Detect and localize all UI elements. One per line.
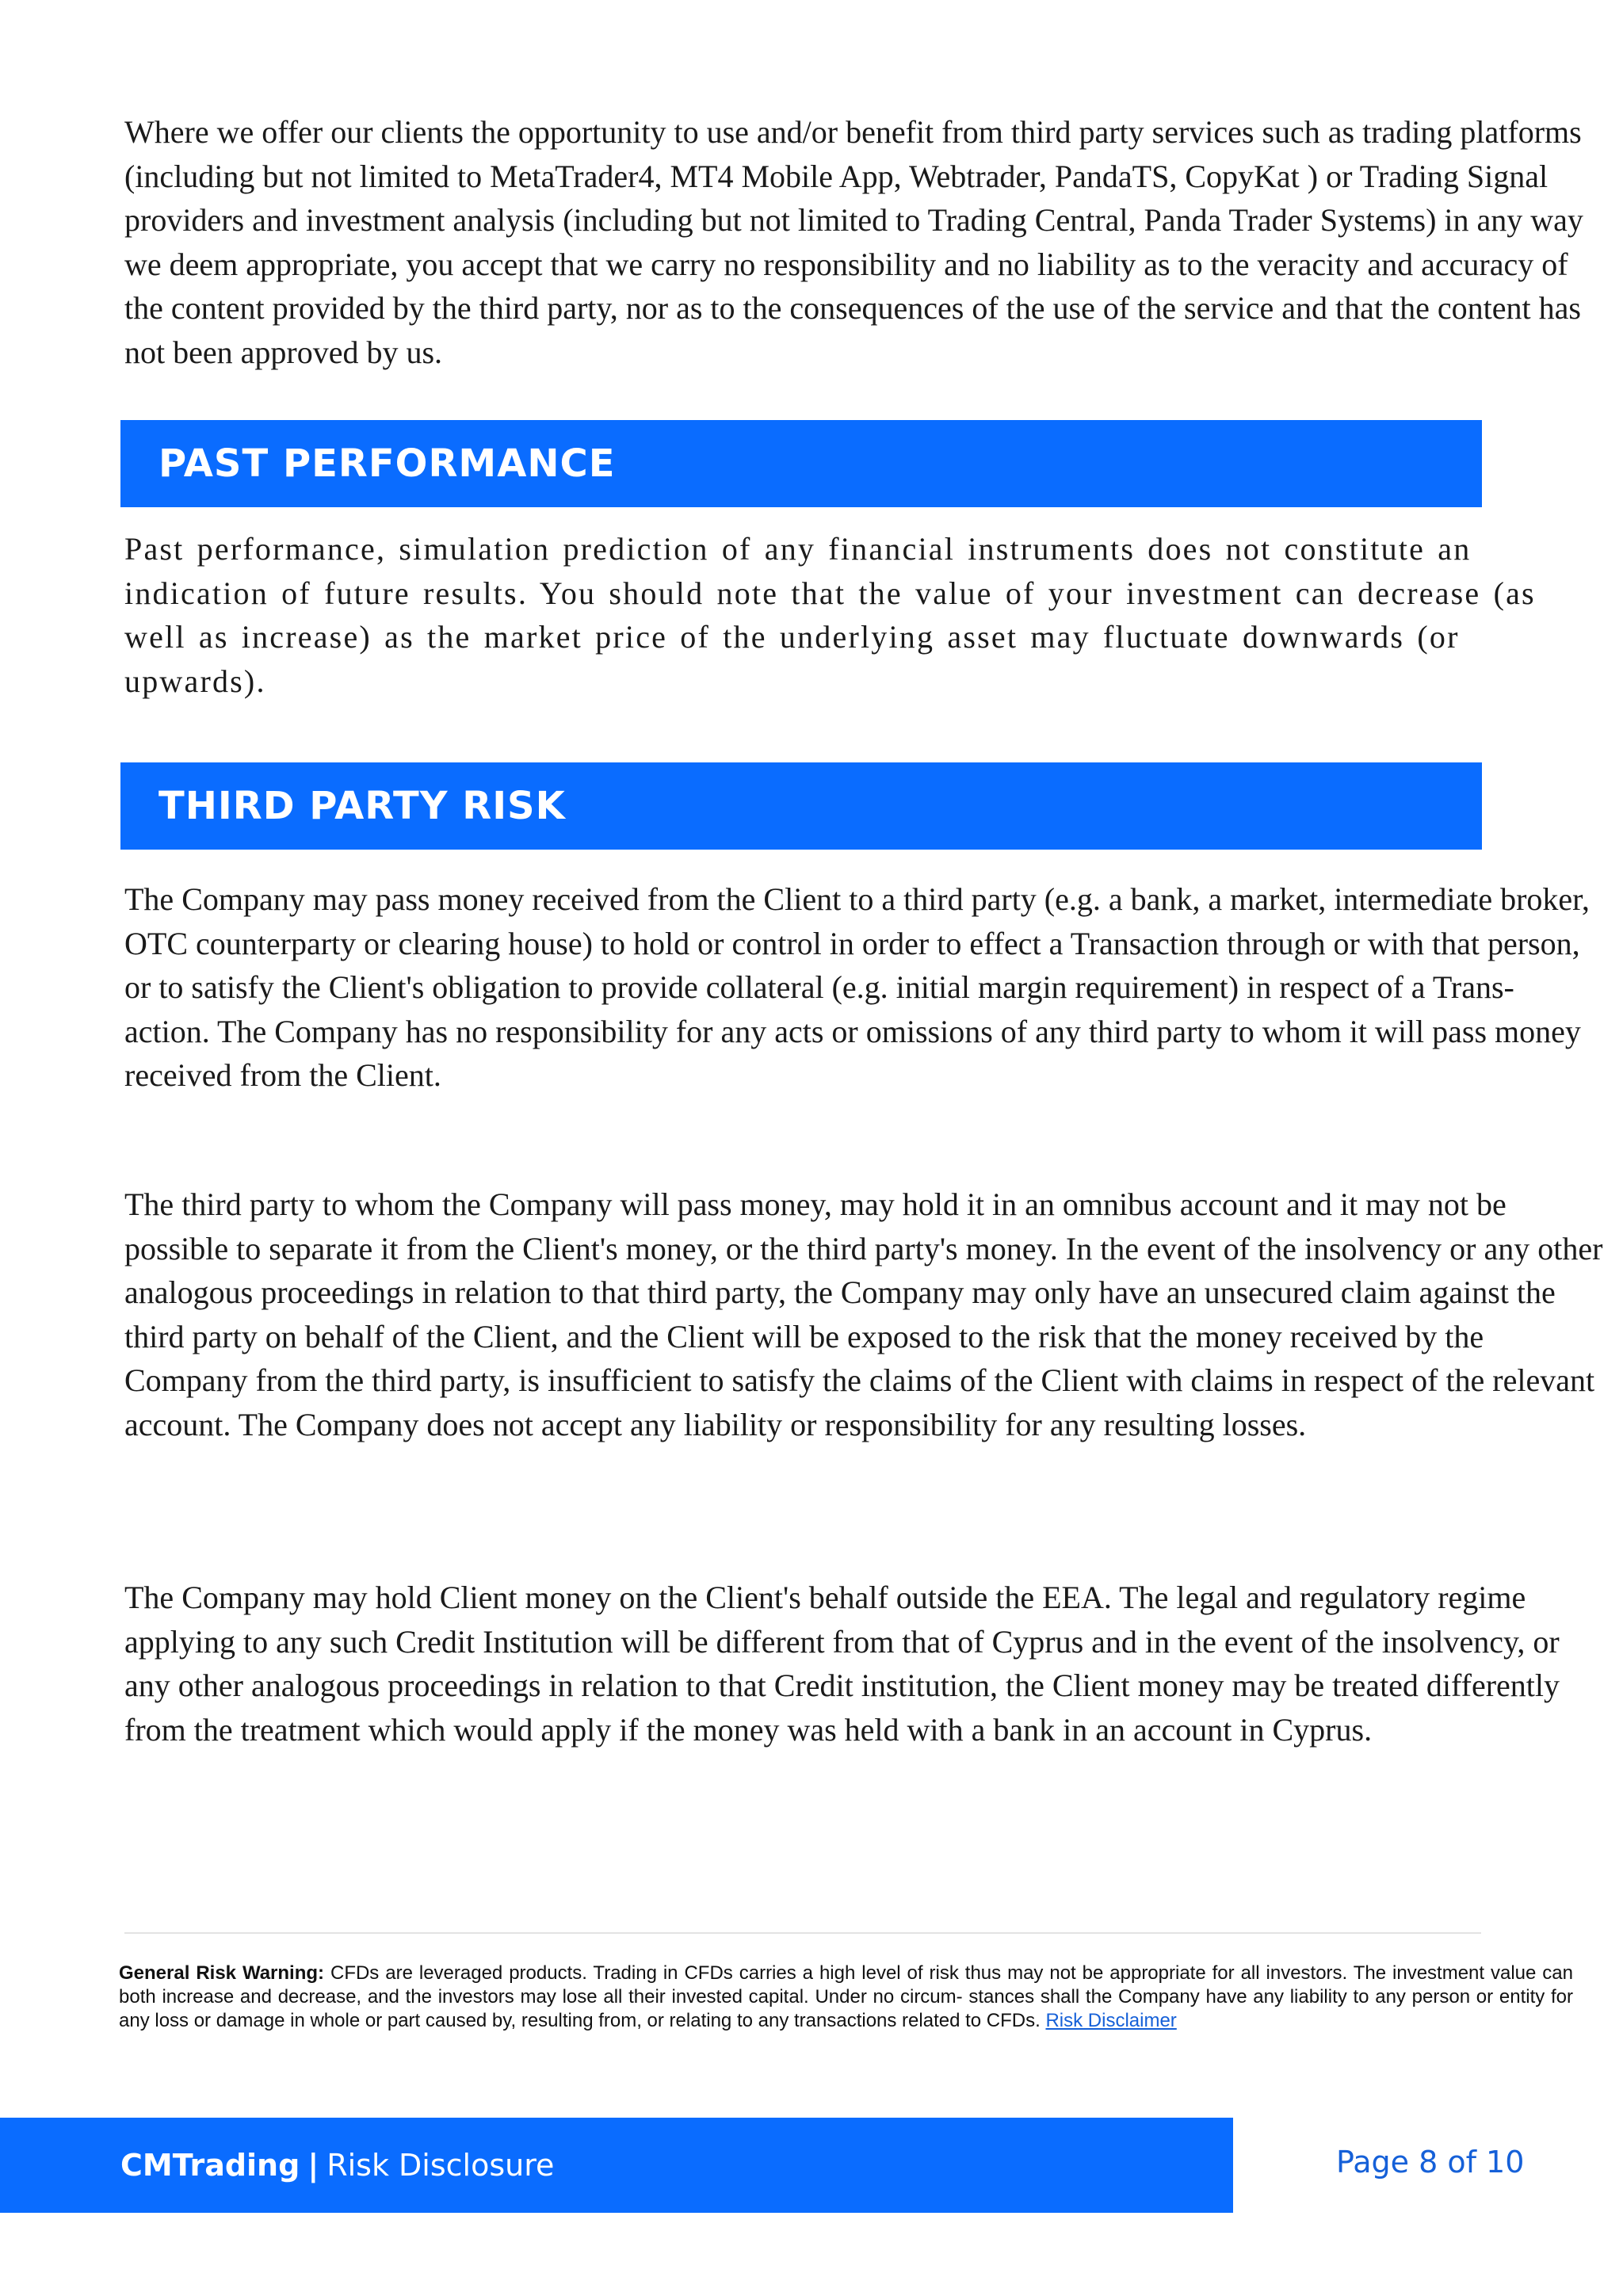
page-number: Page 8 of 10	[1336, 2145, 1525, 2179]
footer-divider	[124, 1932, 1481, 1934]
general-risk-warning	[119, 1962, 1573, 2033]
footer-document-title: Risk Disclosure	[327, 2148, 555, 2183]
third-party-paragraph-1	[124, 877, 1606, 1098]
risk-warning-label: General Risk Warning:	[119, 1962, 325, 1984]
section-banner-past-performance	[120, 420, 1482, 507]
past-performance-text: Past performance, simulation prediction of any financial instruments does not constitute an indication of future results. You should note that the value of your investment can decrease (as well as increase) as the market price of the underlying asset may fluctuate downwards (or upwards).	[124, 531, 1536, 699]
intro-paragraph	[124, 110, 1606, 374]
section-heading-third-party-risk: THIRD PARTY RISK	[158, 784, 566, 828]
footer-bar	[0, 2118, 1233, 2213]
third-party-paragraph-3	[124, 1576, 1606, 1752]
footer-brand: CMTrading	[120, 2148, 300, 2183]
section-heading-past-performance: PAST PERFORMANCE	[158, 441, 616, 486]
past-performance-paragraph	[124, 527, 1606, 703]
intro-text: Where we offer our clients the opportunity to use and/or benefit from third party services such as trading platforms (including but not limited to MetaTrader4, MT4 Mobile App, Webtrader, PandaTS, CopyKat ) or Trading Signal providers and investment analysis (including but not limited to Trading Central, Panda Trader Systems) in any way we deem appropriate, you accept that we carry no responsibility and no liability as to the veracity and accuracy of the content provided by the third party, nor as to the consequences of the use of the service and that the content has not been approved by us.	[124, 114, 1583, 370]
section-banner-third-party-risk	[120, 762, 1482, 850]
risk-warning-text: CFDs are leveraged products. Trading in CFDs carries a high level of risk thus may not be appropriate for all investors. The investment value can both increase and decrease, and the investors may lose all their invested capital. Under no circum- stances shall the Company have any liability to any person or entity for any loss or damage in whole or part caused by, resulting from, or relating to any transactions related to CFDs.	[119, 1962, 1574, 2031]
third-party-text-3: The Company may hold Client money on the Client's behalf outside the EEA. The legal and regulatory regime applying to any such Credit Institution will be different from that of Cyprus and in the event of the insolvency, or any other analogous proceedings in relation to that Credit institution, the Client money may be treated differently from the treatment which would apply if the money was held with a bank in an account in Cyprus.	[124, 1580, 1560, 1748]
risk-disclaimer-link[interactable]: Risk Disclaimer	[1045, 2010, 1177, 2031]
third-party-text-1: The Company may pass money received from the Client to a third party (e.g. a bank, a market, intermediate broker, OTC counterparty or clearing house) to hold or control in order to effect a Transaction through or with that person, or to satisfy the Client's obligation to provide collateral (e.g. initial margin requirement) in respect of a Trans- action. The Company has no responsibility for any acts or omissions of any third party to whom it will pass money received from the Client.	[124, 881, 1590, 1093]
footer-separator: |	[307, 2148, 319, 2183]
third-party-paragraph-2	[124, 1182, 1606, 1446]
third-party-text-2: The third party to whom the Company will pass money, may hold it in an omnibus account and it may not be possible to separate it from the Client's money, or the third party's money. In the event of the insolvency or any other analogous proceedings in relation to that third party, the Company may only have an unsecured claim against the third party on behalf of the Client, and the Client will be exposed to the risk that the money received by the Company from the third party, is insufficient to satisfy the claims of the Client with claims in respect of the relevant account. The Company does not accept any liability or responsibility for any resulting losses.	[124, 1186, 1603, 1442]
